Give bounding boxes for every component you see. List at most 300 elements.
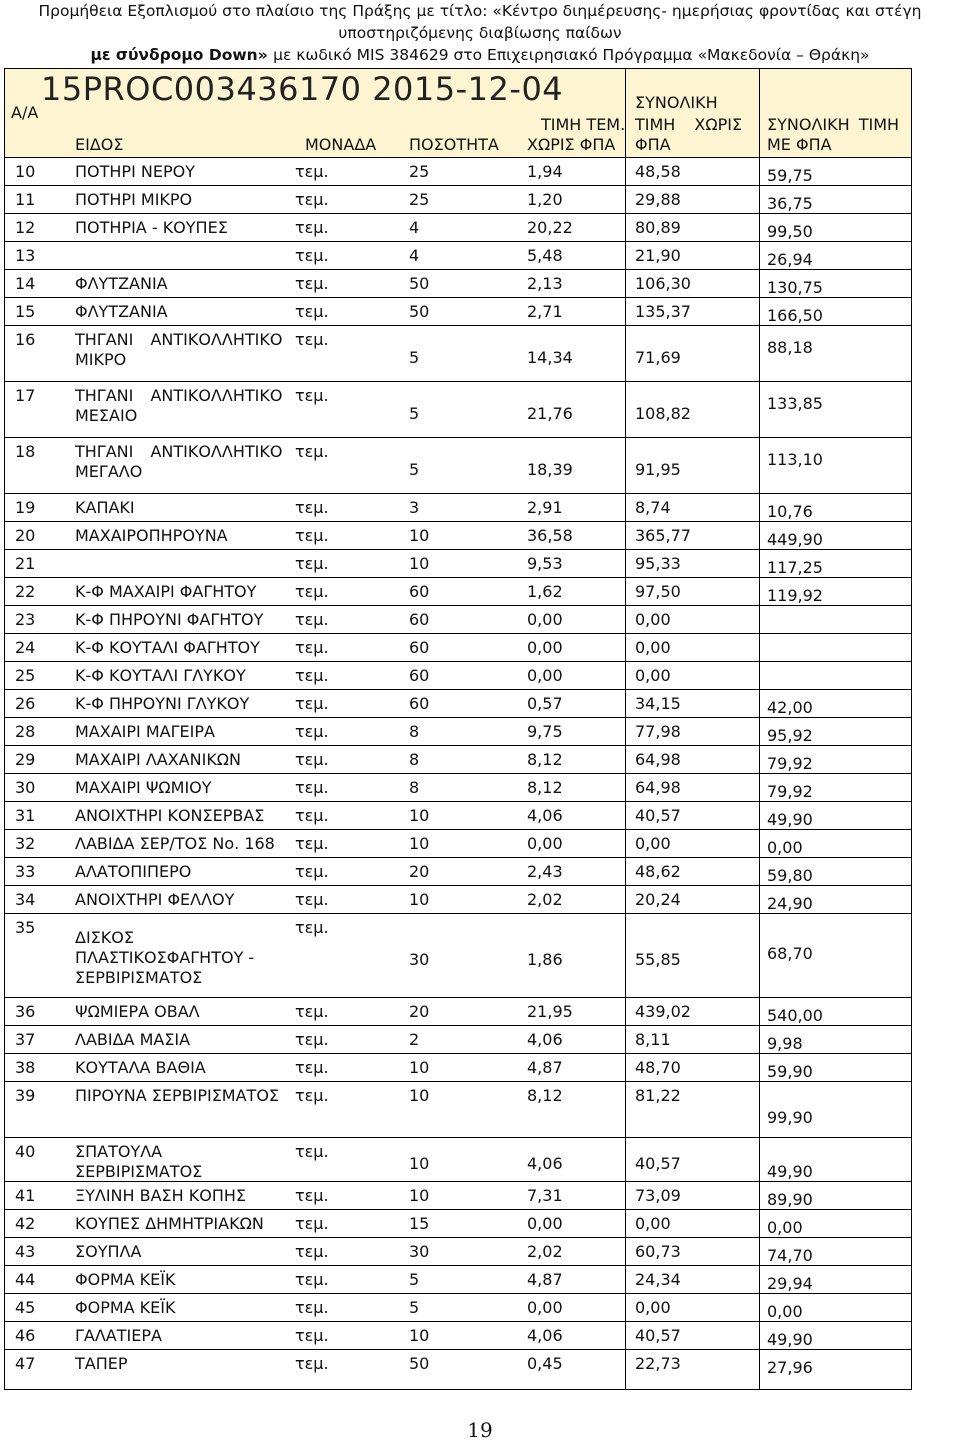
row-net: 40,57 — [635, 1326, 681, 1345]
table-row — [5, 521, 911, 549]
row-aa: 26 — [15, 694, 36, 713]
row-item: ΑΝΟΙΧΤΗΡΙ ΚΟΝΣΕΡΒΑΣ — [75, 806, 265, 825]
row-aa: 33 — [15, 862, 36, 881]
row-price: 4,06 — [527, 1326, 563, 1345]
row-price: 7,31 — [527, 1186, 563, 1205]
row-gross: 26,94 — [767, 250, 813, 269]
row-item: ΜΑΧΑΙΡΟΠΗΡΟΥΝΑ — [75, 526, 228, 545]
row-net: 48,70 — [635, 1058, 681, 1077]
row-net: 8,74 — [635, 498, 671, 517]
row-unit: τεμ. — [295, 1354, 329, 1373]
row-unit: τεμ. — [295, 1214, 329, 1233]
row-net: 40,57 — [635, 1154, 681, 1173]
table-row — [5, 997, 911, 1025]
row-price: 2,71 — [527, 302, 563, 321]
row-qty: 10 — [409, 1186, 430, 1205]
table-row — [5, 1181, 911, 1209]
table-row — [5, 745, 911, 773]
row-qty: 10 — [409, 1086, 430, 1105]
table-row — [5, 577, 911, 605]
table-row — [5, 493, 911, 521]
row-net: 0,00 — [635, 610, 671, 629]
row-unit: τεμ. — [295, 582, 329, 601]
project-banner — [0, 0, 960, 66]
row-net: 64,98 — [635, 750, 681, 769]
row-gross: 0,00 — [767, 1302, 803, 1321]
row-aa: 12 — [15, 218, 36, 237]
row-price: 0,45 — [527, 1354, 563, 1373]
header-qty: ΠΟΣΟΤΗΤΑ — [409, 135, 499, 154]
banner-line-2 — [0, 44, 960, 66]
row-aa: 29 — [15, 750, 36, 769]
row-price: 4,87 — [527, 1058, 563, 1077]
row-item: ΜΑΧΑΙΡΙ ΛΑΧΑΝΙΚΩΝ — [75, 750, 241, 769]
row-qty: 60 — [409, 694, 430, 713]
row-qty: 3 — [409, 498, 420, 517]
table-row — [5, 1137, 911, 1181]
row-aa: 39 — [15, 1086, 36, 1105]
row-gross: 79,92 — [767, 782, 813, 801]
row-net: 8,11 — [635, 1030, 671, 1049]
row-aa: 25 — [15, 666, 36, 685]
table-row — [5, 241, 911, 269]
row-item: ΑΝΟΙΧΤΗΡΙ ΦΕΛΛΟΥ — [75, 890, 235, 909]
row-price: 1,62 — [527, 582, 563, 601]
row-unit: τεμ. — [295, 722, 329, 741]
table-row — [5, 1349, 911, 1377]
row-price: 1,86 — [527, 950, 563, 969]
row-qty: 25 — [409, 162, 430, 181]
row-item: Κ-Φ ΜΑΧΑΙΡΙ ΦΑΓΗΤΟΥ — [75, 582, 257, 601]
row-price: 1,94 — [527, 162, 563, 181]
row-gross: 99,90 — [767, 1108, 813, 1127]
row-net: 439,02 — [635, 1002, 691, 1021]
row-net: 0,00 — [635, 834, 671, 853]
row-gross: 36,75 — [767, 194, 813, 213]
row-qty: 50 — [409, 1354, 430, 1373]
banner-line-1: Προμήθεια Εξοπλισμού στο πλαίσιο της Πράξης με τίτλο: «Κέντρο διημέρευσης- ημερήσιας φροντίδας και στέγη υποστηριζόμενης διαβίωσης παίδων — [38, 2, 922, 42]
row-gross: 540,00 — [767, 1006, 823, 1025]
row-net: 80,89 — [635, 218, 681, 237]
row-item: ΤΑΠΕΡ — [75, 1354, 128, 1373]
row-unit: τεμ. — [295, 442, 329, 461]
row-price: 18,39 — [527, 460, 573, 479]
row-aa: 44 — [15, 1270, 36, 1289]
row-unit: τεμ. — [295, 694, 329, 713]
row-net: 97,50 — [635, 582, 681, 601]
row-item: ΤΗΓΑΝΙ ΑΝΤΙΚΟΛΛΗΤΙΚΟ — [75, 442, 283, 461]
row-qty: 5 — [409, 404, 420, 423]
table-row — [5, 1025, 911, 1053]
row-net: 60,73 — [635, 1242, 681, 1261]
row-gross: 49,90 — [767, 810, 813, 829]
row-net: 106,30 — [635, 274, 691, 293]
doc-stamp: 15PROC003436170 2015-12-04 — [41, 70, 564, 108]
row-qty: 60 — [409, 666, 430, 685]
row-gross: 119,92 — [767, 586, 823, 605]
table-row — [5, 381, 911, 437]
table-row — [5, 213, 911, 241]
row-unit: τεμ. — [295, 806, 329, 825]
row-item: ΨΩΜΙΕΡΑ ΟΒΑΛ — [75, 1002, 200, 1021]
row-item: ΜΕΣΑΙΟ — [75, 406, 138, 425]
row-item: Κ-Φ ΚΟΥΤΑΛΙ ΓΛΥΚΟΥ — [75, 666, 246, 685]
row-item: ΛΑΒΙΔΑ ΜΑΣΙΑ — [75, 1030, 191, 1049]
row-unit: τεμ. — [295, 1002, 329, 1021]
row-gross: 68,70 — [767, 944, 813, 963]
row-price: 21,95 — [527, 1002, 573, 1021]
row-price: 2,91 — [527, 498, 563, 517]
row-price: 4,06 — [527, 1030, 563, 1049]
row-unit: τεμ. — [295, 1142, 329, 1161]
row-qty: 15 — [409, 1214, 430, 1233]
row-qty: 5 — [409, 348, 420, 367]
row-price: 0,00 — [527, 1214, 563, 1233]
row-aa: 24 — [15, 638, 36, 657]
row-price: 4,06 — [527, 1154, 563, 1173]
row-aa: 45 — [15, 1298, 36, 1317]
row-gross: 59,80 — [767, 866, 813, 885]
row-gross: 89,90 — [767, 1190, 813, 1209]
row-unit: τεμ. — [295, 1086, 329, 1105]
row-gross: 74,70 — [767, 1246, 813, 1265]
table-row — [5, 717, 911, 745]
header-total-novat-2: ΤΙΜΗ ΧΩΡΙΣ — [635, 115, 743, 134]
table-row — [5, 269, 911, 297]
row-aa: 11 — [15, 190, 36, 209]
row-qty: 30 — [409, 1242, 430, 1261]
row-item: ΣΕΡΒΙΡΙΣΜΑΤΟΣ — [75, 1162, 203, 1181]
row-qty: 8 — [409, 778, 420, 797]
row-price: 8,12 — [527, 778, 563, 797]
row-gross: 88,18 — [767, 338, 813, 357]
row-gross: 133,85 — [767, 394, 823, 413]
row-item: ΣΠΑΤΟΥΛΑ — [75, 1142, 163, 1161]
row-item: ΛΑΒΙΔΑ ΣΕΡ/ΤΟΣ Νο. 168 — [75, 834, 275, 853]
row-aa: 32 — [15, 834, 36, 853]
row-net: 73,09 — [635, 1186, 681, 1205]
row-net: 0,00 — [635, 666, 671, 685]
row-aa: 47 — [15, 1354, 36, 1373]
row-qty: 20 — [409, 862, 430, 881]
row-unit: τεμ. — [295, 666, 329, 685]
row-unit: τεμ. — [295, 274, 329, 293]
row-qty: 50 — [409, 302, 430, 321]
row-net: 22,73 — [635, 1354, 681, 1373]
row-price: 1,20 — [527, 190, 563, 209]
row-aa: 15 — [15, 302, 36, 321]
row-net: 71,69 — [635, 348, 681, 367]
row-price: 0,00 — [527, 610, 563, 629]
row-unit: τεμ. — [295, 302, 329, 321]
row-net: 91,95 — [635, 460, 681, 479]
row-aa: 22 — [15, 582, 36, 601]
row-price: 0,00 — [527, 834, 563, 853]
row-price: 21,76 — [527, 404, 573, 423]
row-item: ΜΑΧΑΙΡΙ ΨΩΜΙΟΥ — [75, 778, 212, 797]
row-price: 4,87 — [527, 1270, 563, 1289]
row-price: 9,53 — [527, 554, 563, 573]
row-unit: τεμ. — [295, 778, 329, 797]
row-unit: τεμ. — [295, 834, 329, 853]
row-item: ΜΕΓΑΛΟ — [75, 462, 143, 481]
row-unit: τεμ. — [295, 190, 329, 209]
row-unit: τεμ. — [295, 638, 329, 657]
row-unit: τεμ. — [295, 862, 329, 881]
row-qty: 10 — [409, 1154, 430, 1173]
row-gross: 10,76 — [767, 502, 813, 521]
row-net: 55,85 — [635, 950, 681, 969]
row-aa: 43 — [15, 1242, 36, 1261]
row-net: 20,24 — [635, 890, 681, 909]
row-gross: 0,00 — [767, 838, 803, 857]
table-row — [5, 1293, 911, 1321]
header-total-novat-3: ΦΠΑ — [635, 135, 671, 154]
row-aa: 28 — [15, 722, 36, 741]
header-aa: Α/Α — [11, 103, 39, 122]
row-aa: 13 — [15, 246, 36, 265]
row-net: 48,62 — [635, 862, 681, 881]
row-item: ΠΟΤΗΡΙ ΝΕΡΟΥ — [75, 162, 195, 181]
header-total-vat-2: ΜΕ ΦΠΑ — [767, 135, 832, 154]
row-qty: 4 — [409, 246, 420, 265]
row-unit: τεμ. — [295, 610, 329, 629]
row-gross: 27,96 — [767, 1358, 813, 1377]
row-price: 2,02 — [527, 1242, 563, 1261]
row-unit: τεμ. — [295, 218, 329, 237]
row-price: 14,34 — [527, 348, 573, 367]
row-item: ΚΟΥΤΑΛΑ ΒΑΘΙΑ — [75, 1058, 206, 1077]
row-aa: 16 — [15, 330, 36, 349]
row-qty: 10 — [409, 806, 430, 825]
row-price: 2,02 — [527, 890, 563, 909]
row-price: 9,75 — [527, 722, 563, 741]
page-number: 19 — [467, 1418, 493, 1442]
row-gross: 99,50 — [767, 222, 813, 241]
row-item: ΤΗΓΑΝΙ ΑΝΤΙΚΟΛΛΗΤΙΚΟ — [75, 386, 283, 405]
row-unit: τεμ. — [295, 1270, 329, 1289]
row-aa: 37 — [15, 1030, 36, 1049]
table-row — [5, 1209, 911, 1237]
row-unit: τεμ. — [295, 162, 329, 181]
row-qty: 10 — [409, 1326, 430, 1345]
row-qty: 30 — [409, 950, 430, 969]
row-gross: 9,98 — [767, 1034, 803, 1053]
table-row — [5, 297, 911, 325]
row-price: 2,13 — [527, 274, 563, 293]
row-aa: 46 — [15, 1326, 36, 1345]
row-aa: 30 — [15, 778, 36, 797]
row-gross: 59,90 — [767, 1062, 813, 1081]
row-aa: 19 — [15, 498, 36, 517]
row-unit: τεμ. — [295, 1326, 329, 1345]
column-divider — [759, 69, 760, 1389]
row-net: 21,90 — [635, 246, 681, 265]
row-gross: 49,90 — [767, 1330, 813, 1349]
table-row — [5, 605, 911, 633]
table-row — [5, 1237, 911, 1265]
table-row — [5, 773, 911, 801]
row-unit: τεμ. — [295, 890, 329, 909]
row-gross: 0,00 — [767, 1218, 803, 1237]
row-unit: τεμ. — [295, 1186, 329, 1205]
row-aa: 14 — [15, 274, 36, 293]
row-aa: 42 — [15, 1214, 36, 1233]
header-unit: ΜΟΝΑΔΑ — [305, 135, 377, 154]
row-net: 95,33 — [635, 554, 681, 573]
row-item: ΚΑΠΑΚΙ — [75, 498, 135, 517]
row-qty: 60 — [409, 610, 430, 629]
row-net: 34,15 — [635, 694, 681, 713]
row-aa: 23 — [15, 610, 36, 629]
table-header — [5, 69, 911, 157]
row-price: 8,12 — [527, 750, 563, 769]
row-gross: 449,90 — [767, 530, 823, 549]
row-unit: τεμ. — [295, 1242, 329, 1261]
table-row — [5, 1053, 911, 1081]
row-item: ΚΟΥΠΕΣ ΔΗΜΗΤΡΙΑΚΩΝ — [75, 1214, 264, 1233]
row-aa: 18 — [15, 442, 36, 461]
row-item: ΦΟΡΜΑ ΚΕΪΚ — [75, 1298, 176, 1317]
row-item: ΞΥΛΙΝΗ ΒΑΣΗ ΚΟΠΗΣ — [75, 1186, 247, 1205]
row-price: 36,58 — [527, 526, 573, 545]
row-gross: 113,10 — [767, 450, 823, 469]
row-gross: 49,90 — [767, 1162, 813, 1181]
header-item: ΕΙΔΟΣ — [75, 135, 124, 154]
row-gross: 95,92 — [767, 726, 813, 745]
row-item: ΦΛΥΤΖΑΝΙΑ — [75, 302, 168, 321]
row-aa: 21 — [15, 554, 36, 573]
row-qty: 50 — [409, 274, 430, 293]
row-qty: 2 — [409, 1030, 420, 1049]
row-gross: 117,25 — [767, 558, 823, 577]
row-unit: τεμ. — [295, 526, 329, 545]
table-row — [5, 1265, 911, 1293]
row-net: 77,98 — [635, 722, 681, 741]
row-qty: 20 — [409, 1002, 430, 1021]
row-gross: 29,94 — [767, 1274, 813, 1293]
row-item: ΓΑΛΑΤΙΕΡΑ — [75, 1326, 162, 1345]
row-price: 0,57 — [527, 694, 563, 713]
row-gross: 42,00 — [767, 698, 813, 717]
column-divider — [625, 69, 626, 1389]
row-unit: τεμ. — [295, 750, 329, 769]
row-net: 0,00 — [635, 638, 671, 657]
row-unit: τεμ. — [295, 1030, 329, 1049]
table-row — [5, 1081, 911, 1137]
row-item: ΦΛΥΤΖΑΝΙΑ — [75, 274, 168, 293]
row-price: 8,12 — [527, 1086, 563, 1105]
row-aa: 34 — [15, 890, 36, 909]
table-row — [5, 1321, 911, 1349]
row-gross: 59,75 — [767, 166, 813, 185]
row-qty: 5 — [409, 1298, 420, 1317]
row-qty: 10 — [409, 834, 430, 853]
row-net: 48,58 — [635, 162, 681, 181]
header-unit-price-2: ΧΩΡΙΣ ΦΠΑ — [527, 135, 616, 154]
row-item: Κ-Φ ΚΟΥΤΑΛΙ ΦΑΓΗΤΟΥ — [75, 638, 260, 657]
row-aa: 17 — [15, 386, 36, 405]
row-unit: τεμ. — [295, 246, 329, 265]
row-unit: τεμ. — [295, 1058, 329, 1077]
row-unit: τεμ. — [295, 498, 329, 517]
row-net: 40,57 — [635, 806, 681, 825]
row-net: 0,00 — [635, 1298, 671, 1317]
row-item: Κ-Φ ΠΗΡΟΥΝΙ ΦΑΓΗΤΟΥ — [75, 610, 264, 629]
row-aa: 41 — [15, 1186, 36, 1205]
row-unit: τεμ. — [295, 1298, 329, 1317]
row-item: ΣΕΡΒΙΡΙΣΜΑΤΟΣ — [75, 968, 203, 987]
row-price: 0,00 — [527, 1298, 563, 1317]
row-net: 24,34 — [635, 1270, 681, 1289]
table-row — [5, 633, 911, 661]
row-aa: 31 — [15, 806, 36, 825]
row-unit: τεμ. — [295, 918, 329, 937]
row-unit: τεμ. — [295, 386, 329, 405]
header-total-vat-1: ΣΥΝΟΛΙΚΗ ΤΙΜΗ — [767, 115, 900, 134]
row-qty: 10 — [409, 526, 430, 545]
table-row — [5, 549, 911, 577]
row-item: ΜΑΧΑΙΡΙ ΜΑΓΕΙΡΑ — [75, 722, 215, 741]
table-row — [5, 437, 911, 493]
table-row — [5, 325, 911, 381]
row-item: ΦΟΡΜΑ ΚΕΪΚ — [75, 1270, 176, 1289]
banner-line-2-bold: με σύνδρομο Down» — [90, 46, 268, 64]
row-price: 2,43 — [527, 862, 563, 881]
row-qty: 10 — [409, 554, 430, 573]
table-row — [5, 857, 911, 885]
row-qty: 60 — [409, 582, 430, 601]
row-qty: 60 — [409, 638, 430, 657]
row-net: 64,98 — [635, 778, 681, 797]
row-qty: 4 — [409, 218, 420, 237]
row-price: 0,00 — [527, 638, 563, 657]
row-net: 365,77 — [635, 526, 691, 545]
row-gross: 130,75 — [767, 278, 823, 297]
row-gross: 79,92 — [767, 754, 813, 773]
row-item: ΠΟΤΗΡΙΑ - ΚΟΥΠΕΣ — [75, 218, 228, 237]
row-qty: 5 — [409, 1270, 420, 1289]
table-row — [5, 885, 911, 913]
row-aa: 35 — [15, 918, 36, 937]
row-net: 81,22 — [635, 1086, 681, 1105]
row-item: ΤΗΓΑΝΙ ΑΝΤΙΚΟΛΛΗΤΙΚΟ — [75, 330, 283, 349]
row-item: ΠΟΤΗΡΙ ΜΙΚΡΟ — [75, 190, 193, 209]
row-qty: 10 — [409, 890, 430, 909]
row-qty: 25 — [409, 190, 430, 209]
header-unit-price-1: ΤΙΜΗ ΤΕΜ. — [541, 115, 626, 134]
row-unit: τεμ. — [295, 554, 329, 573]
header-total-novat-1: ΣΥΝΟΛΙΚΗ — [635, 93, 718, 112]
row-price: 20,22 — [527, 218, 573, 237]
table-row — [5, 689, 911, 717]
row-item: ΑΛΑΤΟΠΙΠΕΡΟ — [75, 862, 192, 881]
row-item: ΠΛΑΣΤΙΚΟΣΦΑΓΗΤΟΥ - — [75, 948, 255, 967]
table-row — [5, 185, 911, 213]
table-row — [5, 661, 911, 689]
items-table — [4, 68, 912, 1390]
row-unit: τεμ. — [295, 330, 329, 349]
row-item: Κ-Φ ΠΗΡΟΥΝΙ ΓΛΥΚΟΥ — [75, 694, 250, 713]
row-qty: 8 — [409, 750, 420, 769]
row-gross: 166,50 — [767, 306, 823, 325]
table-row — [5, 157, 911, 185]
row-item: ΔΙΣΚΟΣ — [75, 928, 134, 947]
table-row — [5, 801, 911, 829]
row-net: 135,37 — [635, 302, 691, 321]
row-qty: 5 — [409, 460, 420, 479]
row-price: 0,00 — [527, 666, 563, 685]
